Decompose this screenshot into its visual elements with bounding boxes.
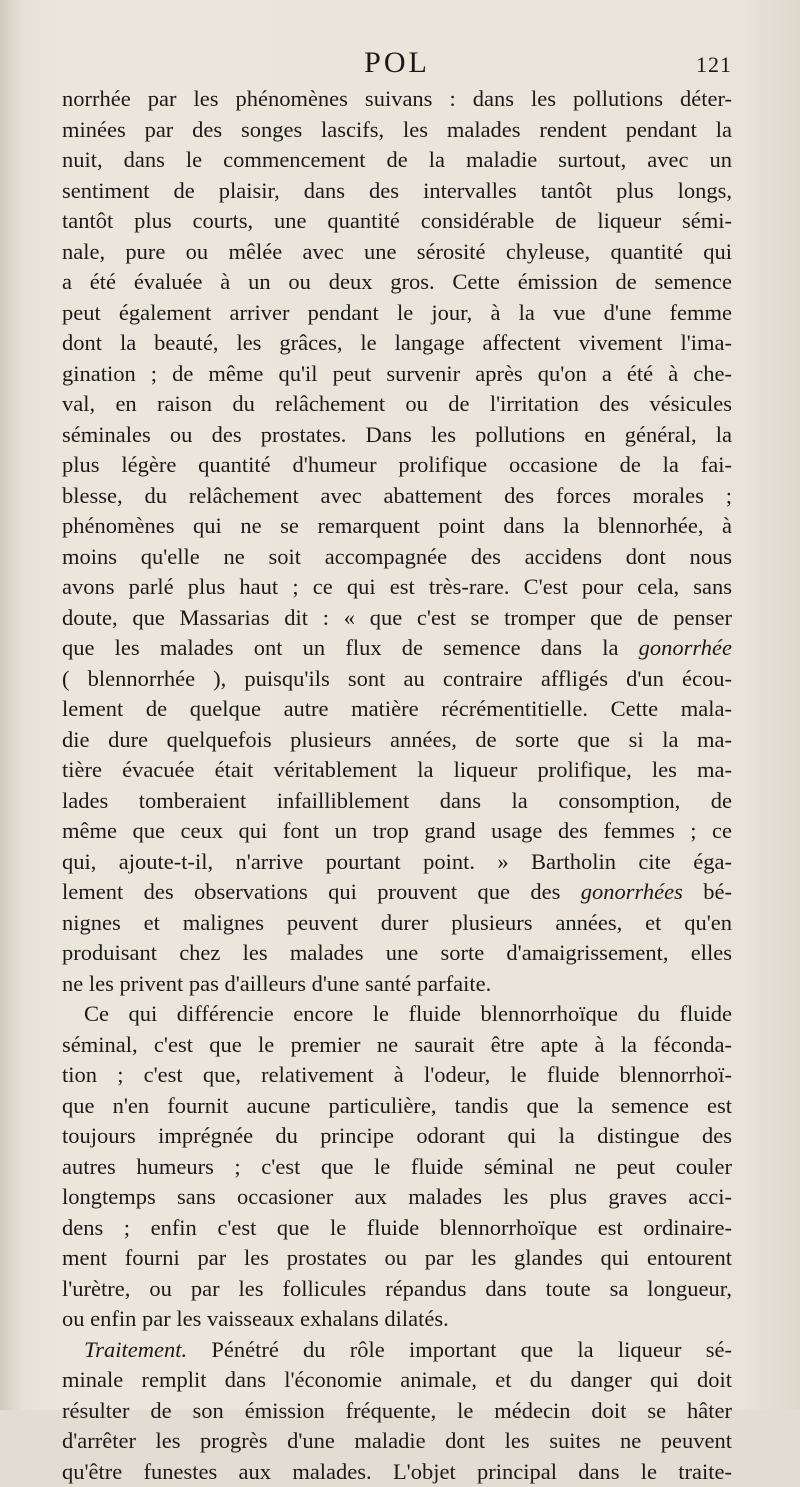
text-line: norrhée par les phénomènes suivans : dans les pollutions déter- [62, 84, 732, 115]
text-line: die dure quelquefois plusieurs années, de sorte que si la ma- [62, 725, 732, 756]
text-line: ou enfin par les vaisseaux exhalans dilatés. [62, 1304, 732, 1335]
text-line: d'arrêter les progrès d'une maladie dont les suites ne peuvent [62, 1426, 732, 1457]
text-line: val, en raison du relâchement ou de l'irritation des vésicules [62, 389, 732, 420]
text-line: nale, pure ou mêlée avec une sérosité chyleuse, quantité qui [62, 237, 732, 268]
text-line: tantôt plus courts, une quantité considérable de liqueur sémi- [62, 206, 732, 237]
text-line: doute, que Massarias dit : « que c'est se tromper que de penser [62, 603, 732, 634]
text-line: ( blennorrhée ), puisqu'ils sont au contraire affligés d'un écou- [62, 664, 732, 695]
page-number: 121 [696, 52, 732, 78]
text-line: a été évaluée à un ou deux gros. Cette émission de semence [62, 267, 732, 298]
text-line: l'urètre, ou par les follicules répandus dans toute sa longueur, [62, 1274, 732, 1305]
text-line: Ce qui différencie encore le fluide blennorrhoïque du fluide [62, 999, 732, 1030]
text-line: tière évacuée était véritablement la liqueur prolifique, les ma- [62, 755, 732, 786]
text-line: que n'en fournit aucune particulière, tandis que la semence est [62, 1091, 732, 1122]
text-line: ne les privent pas d'ailleurs d'une santé parfaite. [62, 969, 732, 1000]
text-line: lement des observations qui prouvent que des gonorrhées bé- [62, 877, 732, 908]
text-line: tion ; c'est que, relativement à l'odeur, le fluide blennorrhoï- [62, 1060, 732, 1091]
body-text [62, 84, 732, 1487]
text-line: avons parlé plus haut ; ce qui est très-rare. C'est pour cela, sans [62, 572, 732, 603]
text-line: peut également arriver pendant le jour, à la vue d'une femme [62, 298, 732, 329]
text-line: autres humeurs ; c'est que le fluide séminal ne peut couler [62, 1152, 732, 1183]
text-line: que les malades ont un flux de semence dans la gonorrhée [62, 633, 732, 664]
text-line: nignes et malignes peuvent durer plusieurs années, et qu'en [62, 908, 732, 939]
text-line: lement de quelque autre matière récrémentitielle. Cette mala- [62, 694, 732, 725]
text-line: produisant chez les malades une sorte d'amaigrissement, elles [62, 938, 732, 969]
text-line: moins qu'elle ne soit accompagnée des accidens dont nous [62, 542, 732, 573]
text-line: toujours imprégnée du principe odorant qui la distingue des [62, 1121, 732, 1152]
text-line: qui, ajoute-t-il, n'arrive pourtant point. » Bartholin cite éga- [62, 847, 732, 878]
text-line: dens ; enfin c'est que le fluide blennorrhoïque est ordinaire- [62, 1213, 732, 1244]
text-line: Traitement. Pénétré du rôle important que la liqueur sé- [62, 1335, 732, 1366]
text-line: plus légère quantité d'humeur prolifique occasione de la fai- [62, 450, 732, 481]
running-title: POL [62, 46, 732, 80]
text-line: dont la beauté, les grâces, le langage affectent vivement l'ima- [62, 328, 732, 359]
text-line: séminales ou des prostates. Dans les pollutions en général, la [62, 420, 732, 451]
italic-term: Traitement. [84, 1337, 187, 1362]
text-line: longtemps sans occasioner aux malades les plus graves acci- [62, 1182, 732, 1213]
text-line: qu'être funestes aux malades. L'objet principal dans le traite- [62, 1457, 732, 1487]
text-line: minées par des songes lascifs, les malades rendent pendant la [62, 115, 732, 146]
text-line: ment fourni par les prostates ou par les glandes qui entourent [62, 1243, 732, 1274]
text-line: phénomènes qui ne se remarquent point dans la blennorhée, à [62, 511, 732, 542]
text-line: même que ceux qui font un trop grand usage des femmes ; ce [62, 816, 732, 847]
page-header [62, 46, 732, 86]
text-line: gination ; de même qu'il peut survenir après qu'on a été à che- [62, 359, 732, 390]
text-line: minale remplit dans l'économie animale, et du danger qui doit [62, 1365, 732, 1396]
text-line: résulter de son émission fréquente, le médecin doit se hâter [62, 1396, 732, 1427]
text-line: lades tomberaient infailliblement dans la consomption, de [62, 786, 732, 817]
text-line: séminal, c'est que le premier ne saurait être apte à la féconda- [62, 1030, 732, 1061]
italic-term: gonorrhées [581, 879, 683, 904]
text-line: nuit, dans le commencement de la maladie surtout, avec un [62, 145, 732, 176]
italic-term: gonorrhée [639, 635, 732, 660]
text-line: blesse, du relâchement avec abattement des forces morales ; [62, 481, 732, 512]
text-line: sentiment de plaisir, dans des intervalles tantôt plus longs, [62, 176, 732, 207]
